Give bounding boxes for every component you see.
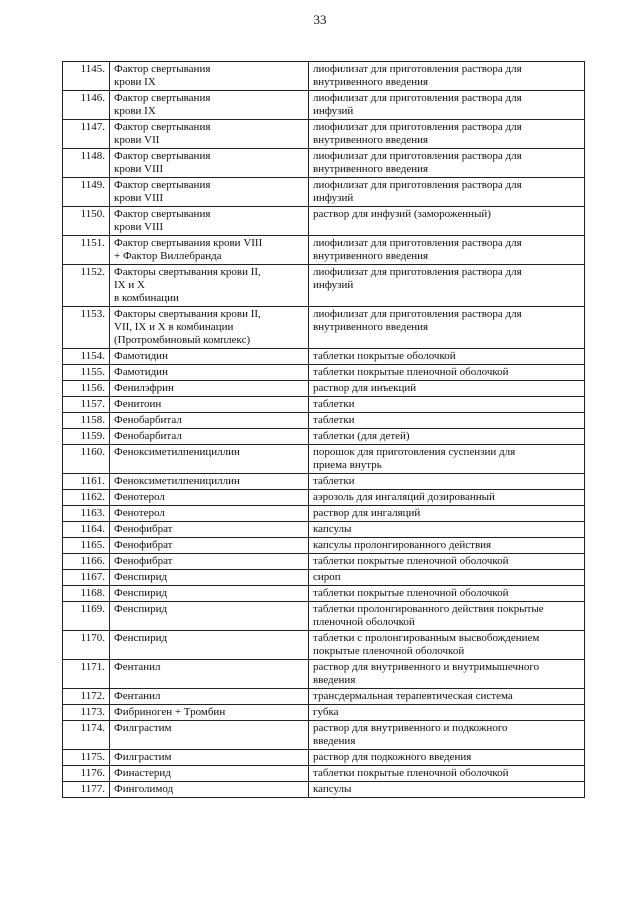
- drug-name: Фенспирид: [110, 586, 309, 602]
- row-number: 1173.: [63, 705, 110, 721]
- drug-name: Фенофибрат: [110, 522, 309, 538]
- table-row: [63, 586, 585, 602]
- table-row: [63, 265, 585, 307]
- row-number: 1166.: [63, 554, 110, 570]
- table-row: [63, 307, 585, 349]
- table-row: [63, 381, 585, 397]
- table-row: [63, 782, 585, 798]
- dosage-form: лиофилизат для приготовления раствора для инфузий: [309, 178, 585, 207]
- drug-name: Фенотерол: [110, 490, 309, 506]
- table-row: [63, 570, 585, 586]
- row-number: 1162.: [63, 490, 110, 506]
- table-row: [63, 413, 585, 429]
- dosage-form: капсулы: [309, 782, 585, 798]
- drug-name: Факторы свертывания крови II, IX и X в комбинации: [110, 265, 309, 307]
- drug-table: [62, 61, 585, 798]
- row-number: 1157.: [63, 397, 110, 413]
- row-number: 1174.: [63, 721, 110, 750]
- drug-name: Фактор свертывания крови VIII: [110, 207, 309, 236]
- row-number: 1152.: [63, 265, 110, 307]
- row-number: 1148.: [63, 149, 110, 178]
- row-number: 1177.: [63, 782, 110, 798]
- table-row: [63, 397, 585, 413]
- row-number: 1164.: [63, 522, 110, 538]
- dosage-form: лиофилизат для приготовления раствора для внутривенного введения: [309, 149, 585, 178]
- dosage-form: раствор для подкожного введения: [309, 750, 585, 766]
- dosage-form: раствор для внутривенного и подкожного введения: [309, 721, 585, 750]
- table-row: [63, 538, 585, 554]
- dosage-form: лиофилизат для приготовления раствора для инфузий: [309, 265, 585, 307]
- drug-name: Фактор свертывания крови IX: [110, 91, 309, 120]
- table-row: [63, 721, 585, 750]
- table-row: [63, 490, 585, 506]
- drug-name: Филграстим: [110, 750, 309, 766]
- row-number: 1156.: [63, 381, 110, 397]
- table-row: [63, 178, 585, 207]
- table-row: [63, 349, 585, 365]
- row-number: 1165.: [63, 538, 110, 554]
- table-row: [63, 149, 585, 178]
- dosage-form: таблетки пролонгированного действия покрытые пленочной оболочкой: [309, 602, 585, 631]
- row-number: 1163.: [63, 506, 110, 522]
- drug-name: Фамотидин: [110, 349, 309, 365]
- table-row: [63, 506, 585, 522]
- row-number: 1176.: [63, 766, 110, 782]
- table-row: [63, 474, 585, 490]
- dosage-form: порошок для приготовления суспензии для приема внутрь: [309, 445, 585, 474]
- drug-name: Фенилэфрин: [110, 381, 309, 397]
- table-row: [63, 766, 585, 782]
- row-number: 1149.: [63, 178, 110, 207]
- drug-name: Фактор свертывания крови VIII: [110, 149, 309, 178]
- drug-name: Фактор свертывания крови VIII + Фактор Виллебранда: [110, 236, 309, 265]
- drug-name: Феноксиметилпенициллин: [110, 445, 309, 474]
- dosage-form: раствор для ингаляций: [309, 506, 585, 522]
- drug-name: Фенспирид: [110, 631, 309, 660]
- table-row: [63, 91, 585, 120]
- drug-name: Фенитоин: [110, 397, 309, 413]
- row-number: 1154.: [63, 349, 110, 365]
- dosage-form: таблетки (для детей): [309, 429, 585, 445]
- drug-name: Финголимод: [110, 782, 309, 798]
- dosage-form: таблетки покрытые пленочной оболочкой: [309, 554, 585, 570]
- drug-name: Фибриноген + Тромбин: [110, 705, 309, 721]
- dosage-form: трансдермальная терапевтическая система: [309, 689, 585, 705]
- table-row: [63, 705, 585, 721]
- dosage-form: таблетки покрытые оболочкой: [309, 349, 585, 365]
- row-number: 1145.: [63, 62, 110, 91]
- drug-name: Феноксиметилпенициллин: [110, 474, 309, 490]
- drug-name: Фактор свертывания крови VIII: [110, 178, 309, 207]
- table-row: [63, 236, 585, 265]
- row-number: 1158.: [63, 413, 110, 429]
- row-number: 1150.: [63, 207, 110, 236]
- row-number: 1170.: [63, 631, 110, 660]
- dosage-form: сироп: [309, 570, 585, 586]
- table-row: [63, 207, 585, 236]
- drug-name: Фактор свертывания крови IX: [110, 62, 309, 91]
- drug-name: Фамотидин: [110, 365, 309, 381]
- dosage-form: раствор для инфузий (замороженный): [309, 207, 585, 236]
- dosage-form: раствор для внутривенного и внутримышечного введения: [309, 660, 585, 689]
- row-number: 1172.: [63, 689, 110, 705]
- page-number: 33: [313, 12, 327, 27]
- table-row: [63, 62, 585, 91]
- dosage-form: лиофилизат для приготовления раствора для внутривенного введения: [309, 236, 585, 265]
- drug-name: Фенофибрат: [110, 538, 309, 554]
- table-row: [63, 120, 585, 149]
- dosage-form: таблетки покрытые пленочной оболочкой: [309, 586, 585, 602]
- dosage-form: лиофилизат для приготовления раствора для внутривенного введения: [309, 120, 585, 149]
- drug-name: Фентанил: [110, 689, 309, 705]
- dosage-form: таблетки: [309, 397, 585, 413]
- row-number: 1146.: [63, 91, 110, 120]
- table-row: [63, 522, 585, 538]
- dosage-form: лиофилизат для приготовления раствора для внутривенного введения: [309, 62, 585, 91]
- dosage-form: лиофилизат для приготовления раствора для инфузий: [309, 91, 585, 120]
- drug-name: Фактор свертывания крови VII: [110, 120, 309, 149]
- drug-name: Факторы свертывания крови II, VII, IX и X в комбинации (Протромбиновый комплекс): [110, 307, 309, 349]
- drug-name: Фенофибрат: [110, 554, 309, 570]
- dosage-form: лиофилизат для приготовления раствора для внутривенного введения: [309, 307, 585, 349]
- dosage-form: таблетки: [309, 474, 585, 490]
- drug-name: Фенспирид: [110, 602, 309, 631]
- row-number: 1168.: [63, 586, 110, 602]
- row-number: 1160.: [63, 445, 110, 474]
- drug-table-body: [63, 62, 585, 798]
- row-number: 1147.: [63, 120, 110, 149]
- drug-name: Фентанил: [110, 660, 309, 689]
- table-row: [63, 631, 585, 660]
- dosage-form: капсулы пролонгированного действия: [309, 538, 585, 554]
- table-row: [63, 660, 585, 689]
- row-number: 1155.: [63, 365, 110, 381]
- table-row: [63, 554, 585, 570]
- row-number: 1161.: [63, 474, 110, 490]
- row-number: 1169.: [63, 602, 110, 631]
- drug-name: Финастерид: [110, 766, 309, 782]
- row-number: 1153.: [63, 307, 110, 349]
- row-number: 1167.: [63, 570, 110, 586]
- table-row: [63, 445, 585, 474]
- dosage-form: таблетки покрытые пленочной оболочкой: [309, 766, 585, 782]
- dosage-form: капсулы: [309, 522, 585, 538]
- dosage-form: таблетки с пролонгированным высвобождением покрытые пленочной оболочкой: [309, 631, 585, 660]
- dosage-form: губка: [309, 705, 585, 721]
- drug-name: Фенспирид: [110, 570, 309, 586]
- dosage-form: таблетки: [309, 413, 585, 429]
- drug-name: Фенобарбитал: [110, 413, 309, 429]
- drug-name: Филграстим: [110, 721, 309, 750]
- table-row: [63, 689, 585, 705]
- row-number: 1159.: [63, 429, 110, 445]
- drug-name: Фенотерол: [110, 506, 309, 522]
- table-row: [63, 602, 585, 631]
- table-row: [63, 365, 585, 381]
- row-number: 1175.: [63, 750, 110, 766]
- row-number: 1171.: [63, 660, 110, 689]
- dosage-form: аэрозоль для ингаляций дозированный: [309, 490, 585, 506]
- row-number: 1151.: [63, 236, 110, 265]
- dosage-form: раствор для инъекций: [309, 381, 585, 397]
- table-row: [63, 429, 585, 445]
- drug-name: Фенобарбитал: [110, 429, 309, 445]
- table-row: [63, 750, 585, 766]
- dosage-form: таблетки покрытые пленочной оболочкой: [309, 365, 585, 381]
